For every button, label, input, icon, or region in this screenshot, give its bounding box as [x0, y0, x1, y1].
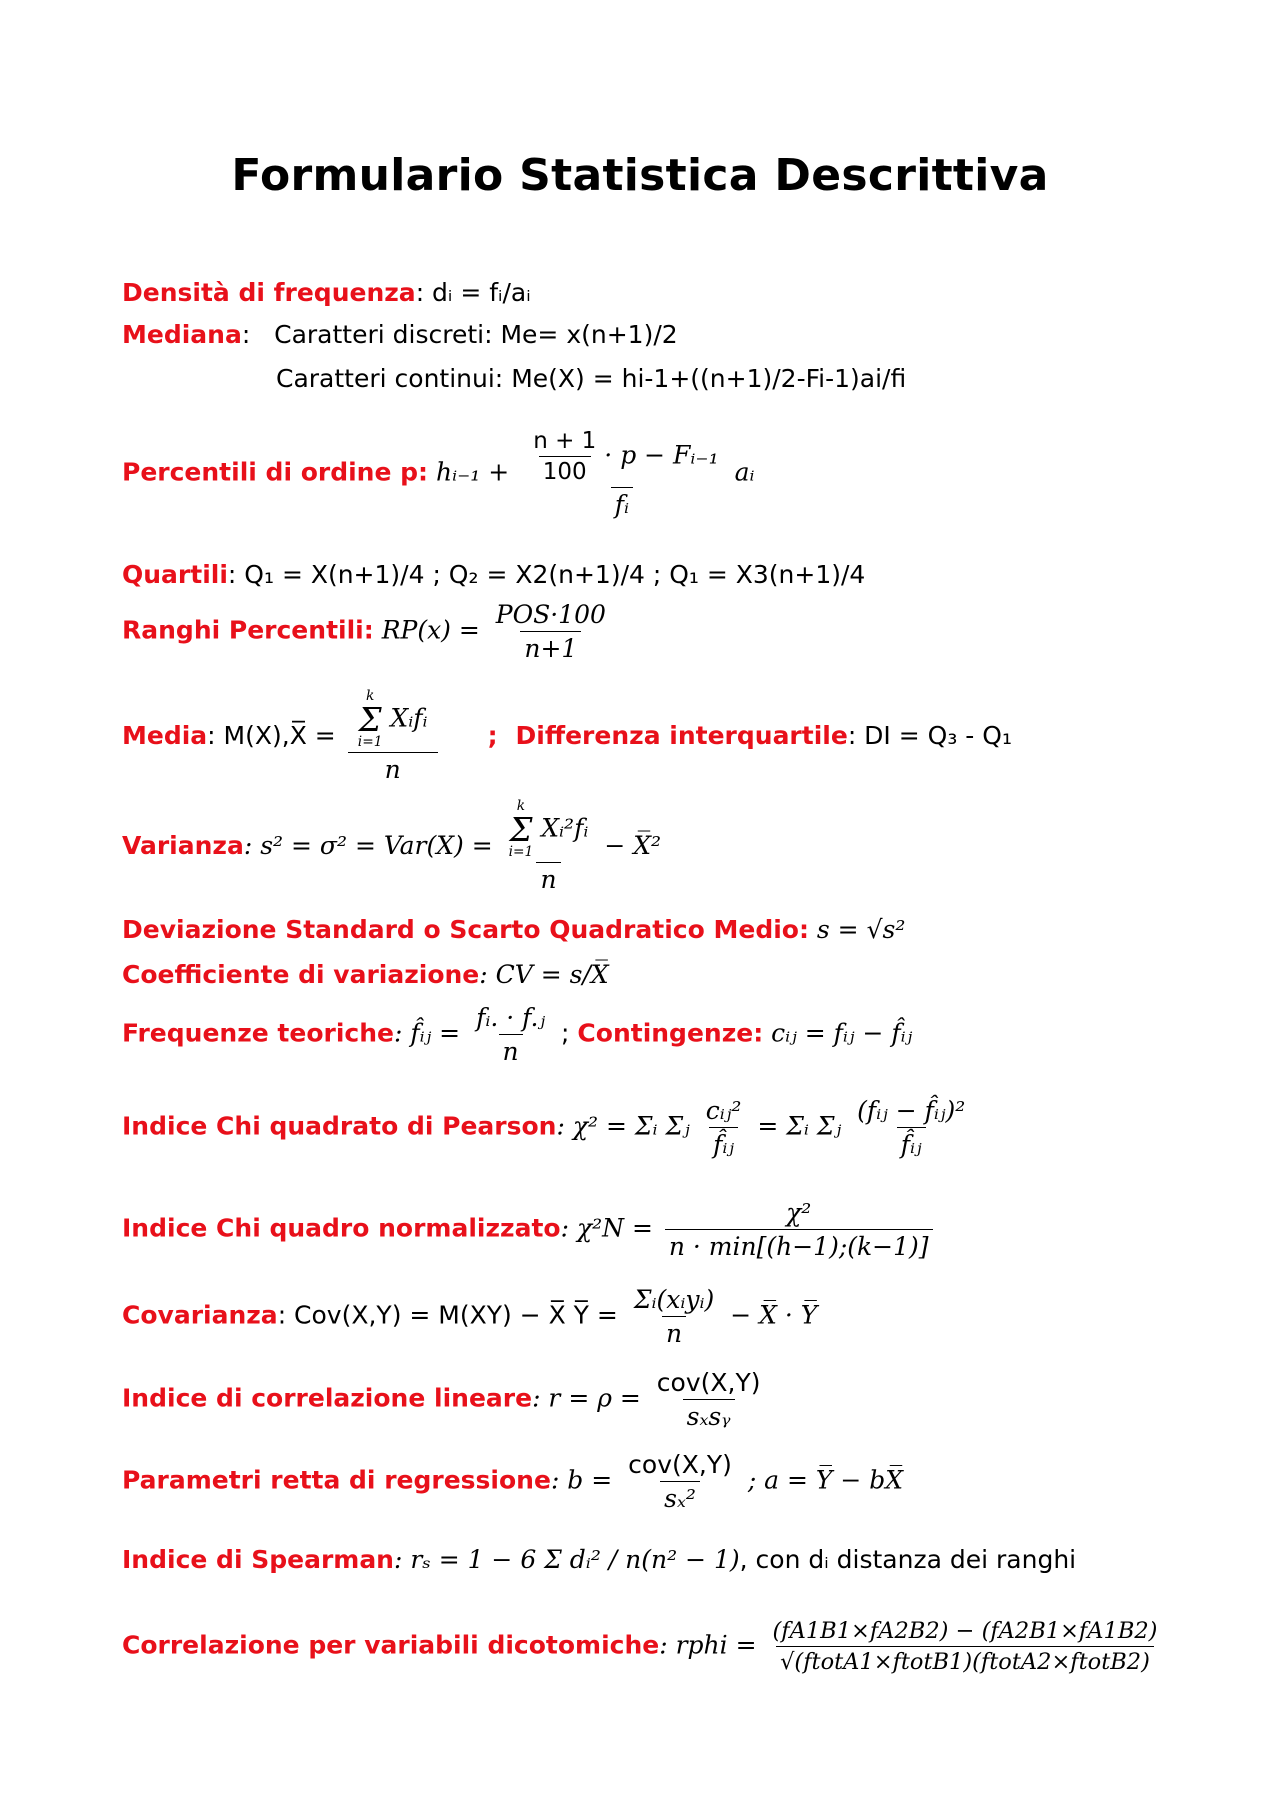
- deviazione-formula: s = √s²: [816, 915, 906, 944]
- densita-label: Densità di frequenza: [122, 278, 416, 307]
- percentili-row: [122, 428, 755, 519]
- retta-tail: ; a = Y̅ − bX̅: [747, 1465, 904, 1495]
- media-lhs: : M(X),X̅ =: [207, 721, 336, 750]
- mediana-continui-formula: Me(X) = hi-1+((n+1)/2-Fi-1)ai/fi: [511, 364, 907, 393]
- chi-den2: f̂ᵢⱼ: [897, 1127, 926, 1159]
- correlazione-den: sₓsᵧ: [683, 1399, 735, 1431]
- percentili-inner-den: 100: [539, 456, 591, 485]
- deviazione-label: Deviazione Standard o Scarto Quadratico Medio:: [122, 915, 809, 944]
- chin-row: [122, 1198, 937, 1261]
- chi-den1: f̂ᵢⱼ: [709, 1127, 738, 1159]
- contingenze-formula: cᵢⱼ = fᵢⱼ − f̂ᵢⱼ: [771, 1018, 913, 1048]
- page-title: Formulario Statistica Descrittiva: [231, 150, 1049, 201]
- differenza-sep: ;: [487, 721, 498, 750]
- percentili-tail: aᵢ: [734, 457, 755, 487]
- media-sum-body: Xᵢfᵢ: [390, 703, 428, 733]
- covarianza-lhs: : Cov(X,Y) = M(XY) − X̅ Y̅ =: [277, 1300, 618, 1330]
- ranghi-den: n+1: [520, 631, 581, 663]
- covarianza-tail: − X̅ · Y̅: [730, 1300, 818, 1330]
- chi-row: [122, 1096, 973, 1159]
- mediana-continui-label: Caratteri continui:: [276, 364, 504, 393]
- dicotomiche-label: Correlazione per variabili dicotomiche: [122, 1630, 660, 1660]
- spearman-formula: : rₛ = 1 − 6 Σ dᵢ² / n(n² − 1): [394, 1545, 740, 1574]
- coefficiente-formula: : CV = s/X̅: [479, 960, 609, 989]
- frequenze-row: [122, 1003, 912, 1066]
- dicotomiche-lhs: : rphi =: [659, 1630, 757, 1660]
- ranghi-label: Ranghi Percentili:: [122, 615, 374, 645]
- dicotomiche-row: [122, 1618, 1165, 1675]
- varianza-den: n: [536, 862, 560, 894]
- media-sum-top: k: [365, 688, 375, 704]
- percentili-label: Percentili di ordine p:: [122, 457, 429, 487]
- deviazione-row: [122, 915, 905, 944]
- chin-lhs: : χ²N =: [560, 1213, 653, 1243]
- percentili-den: fᵢ: [611, 487, 633, 519]
- densita-formula: : dᵢ = fᵢ/aᵢ: [415, 278, 531, 307]
- ranghi-lhs: RP(x) =: [381, 615, 480, 645]
- contingenze-label: Contingenze:: [577, 1018, 764, 1048]
- covarianza-label: Covarianza: [122, 1300, 278, 1330]
- chi-num1: cᵢⱼ²: [705, 1096, 742, 1125]
- spearman-tail: , con dᵢ distanza dei ranghi: [739, 1545, 1077, 1574]
- frequenze-label: Frequenze teoriche: [122, 1018, 394, 1048]
- percentili-num-rest: · p − Fᵢ₋₁: [604, 440, 719, 470]
- frequenze-den: n: [499, 1034, 523, 1066]
- differenza-label: Differenza interquartile: [515, 721, 848, 750]
- chin-den: n · min[(h−1);(k−1)]: [665, 1229, 933, 1261]
- correlazione-num: cov(X,Y): [656, 1368, 761, 1397]
- varianza-tail: − X̅²: [604, 831, 662, 860]
- dicotomiche-num: (fA1B1×fA2B2) − (fA2B1×fA1B2): [772, 1618, 1158, 1644]
- correlazione-lhs: : r = ρ =: [532, 1383, 641, 1413]
- retta-lhs: : b =: [550, 1465, 613, 1495]
- varianza-sum-bot: i=1: [508, 844, 534, 861]
- covarianza-den: n: [662, 1316, 686, 1348]
- chin-num: χ²: [786, 1198, 812, 1227]
- quartili-label: Quartili: [122, 560, 228, 589]
- quartili-row: [122, 560, 865, 589]
- media-row: Media: M(X),X̅ = k Σ i=1 Xᵢfᵢ n ; Differenza interquartile: DI = Q₃ - Q₁: [122, 688, 1012, 784]
- mediana-row: Mediana: Caratteri discreti: Me= x(n+1)/2: [122, 320, 678, 349]
- frequenze-num: fᵢ. · f.ⱼ: [476, 1003, 546, 1032]
- retta-label: Parametri retta di regressione: [122, 1465, 551, 1495]
- densita-row: [122, 278, 531, 307]
- varianza-lhs: : s² = σ² = Var(X) =: [243, 831, 493, 860]
- correlazione-label: Indice di correlazione lineare: [122, 1383, 533, 1413]
- mediana-label: Mediana: [122, 320, 242, 349]
- mediana-discreti-label: Caratteri discreti:: [274, 320, 493, 349]
- differenza-formula: : DI = Q₃ - Q₁: [847, 721, 1012, 750]
- chin-label: Indice Chi quadro normalizzato: [122, 1213, 561, 1243]
- chi-label: Indice Chi quadrato di Pearson: [122, 1111, 557, 1141]
- retta-num: cov(X,Y): [628, 1450, 732, 1479]
- retta-row: [122, 1450, 903, 1513]
- varianza-sum-body: Xᵢ²fᵢ: [541, 813, 589, 843]
- mediana-discreti-formula: Me= x(n+1)/2: [500, 320, 678, 349]
- correlazione-row: [122, 1368, 768, 1431]
- percentili-inner-num: n + 1: [533, 428, 597, 454]
- coefficiente-label: Coefficiente di variazione: [122, 960, 480, 989]
- varianza-label: Varianza: [122, 831, 244, 860]
- spearman-label: Indice di Spearman: [122, 1545, 394, 1574]
- mediana-continui-row: [276, 364, 906, 393]
- varianza-sum-top: k: [516, 798, 526, 814]
- frequenze-lhs: : f̂ᵢⱼ =: [393, 1018, 461, 1048]
- coefficiente-row: [122, 960, 609, 989]
- dicotomiche-den: √(ftotA1×ftotB1)(ftotA2×ftotB2): [776, 1646, 1154, 1675]
- chi-mid: = Σᵢ Σⱼ: [757, 1111, 842, 1141]
- ranghi-row: [122, 600, 614, 663]
- percentili-lead: hᵢ₋₁ +: [435, 457, 510, 487]
- retta-den: sₓ²: [660, 1481, 700, 1513]
- spearman-row: [122, 1545, 1076, 1574]
- media-label: Media: [122, 721, 208, 750]
- ranghi-num: POS·100: [495, 600, 606, 629]
- quartili-formula: : Q₁ = X(n+1)/4 ; Q₂ = X2(n+1)/4 ; Q₁ = X3(n+1)/4: [227, 560, 866, 589]
- media-den: n: [348, 752, 438, 784]
- covarianza-num: Σᵢ(xᵢyᵢ): [633, 1285, 715, 1314]
- varianza-row: Varianza: s² = σ² = Var(X) = k Σ i=1 Xᵢ²fᵢ n − X̅²: [122, 798, 662, 894]
- media-sum-bot: i=1: [357, 734, 383, 751]
- covarianza-row: [122, 1285, 817, 1348]
- frequenze-sep: ;: [561, 1018, 570, 1048]
- chi-num2: (fᵢⱼ − f̂ᵢⱼ)²: [857, 1096, 966, 1125]
- chi-lhs: : χ² = Σᵢ Σⱼ: [556, 1111, 690, 1141]
